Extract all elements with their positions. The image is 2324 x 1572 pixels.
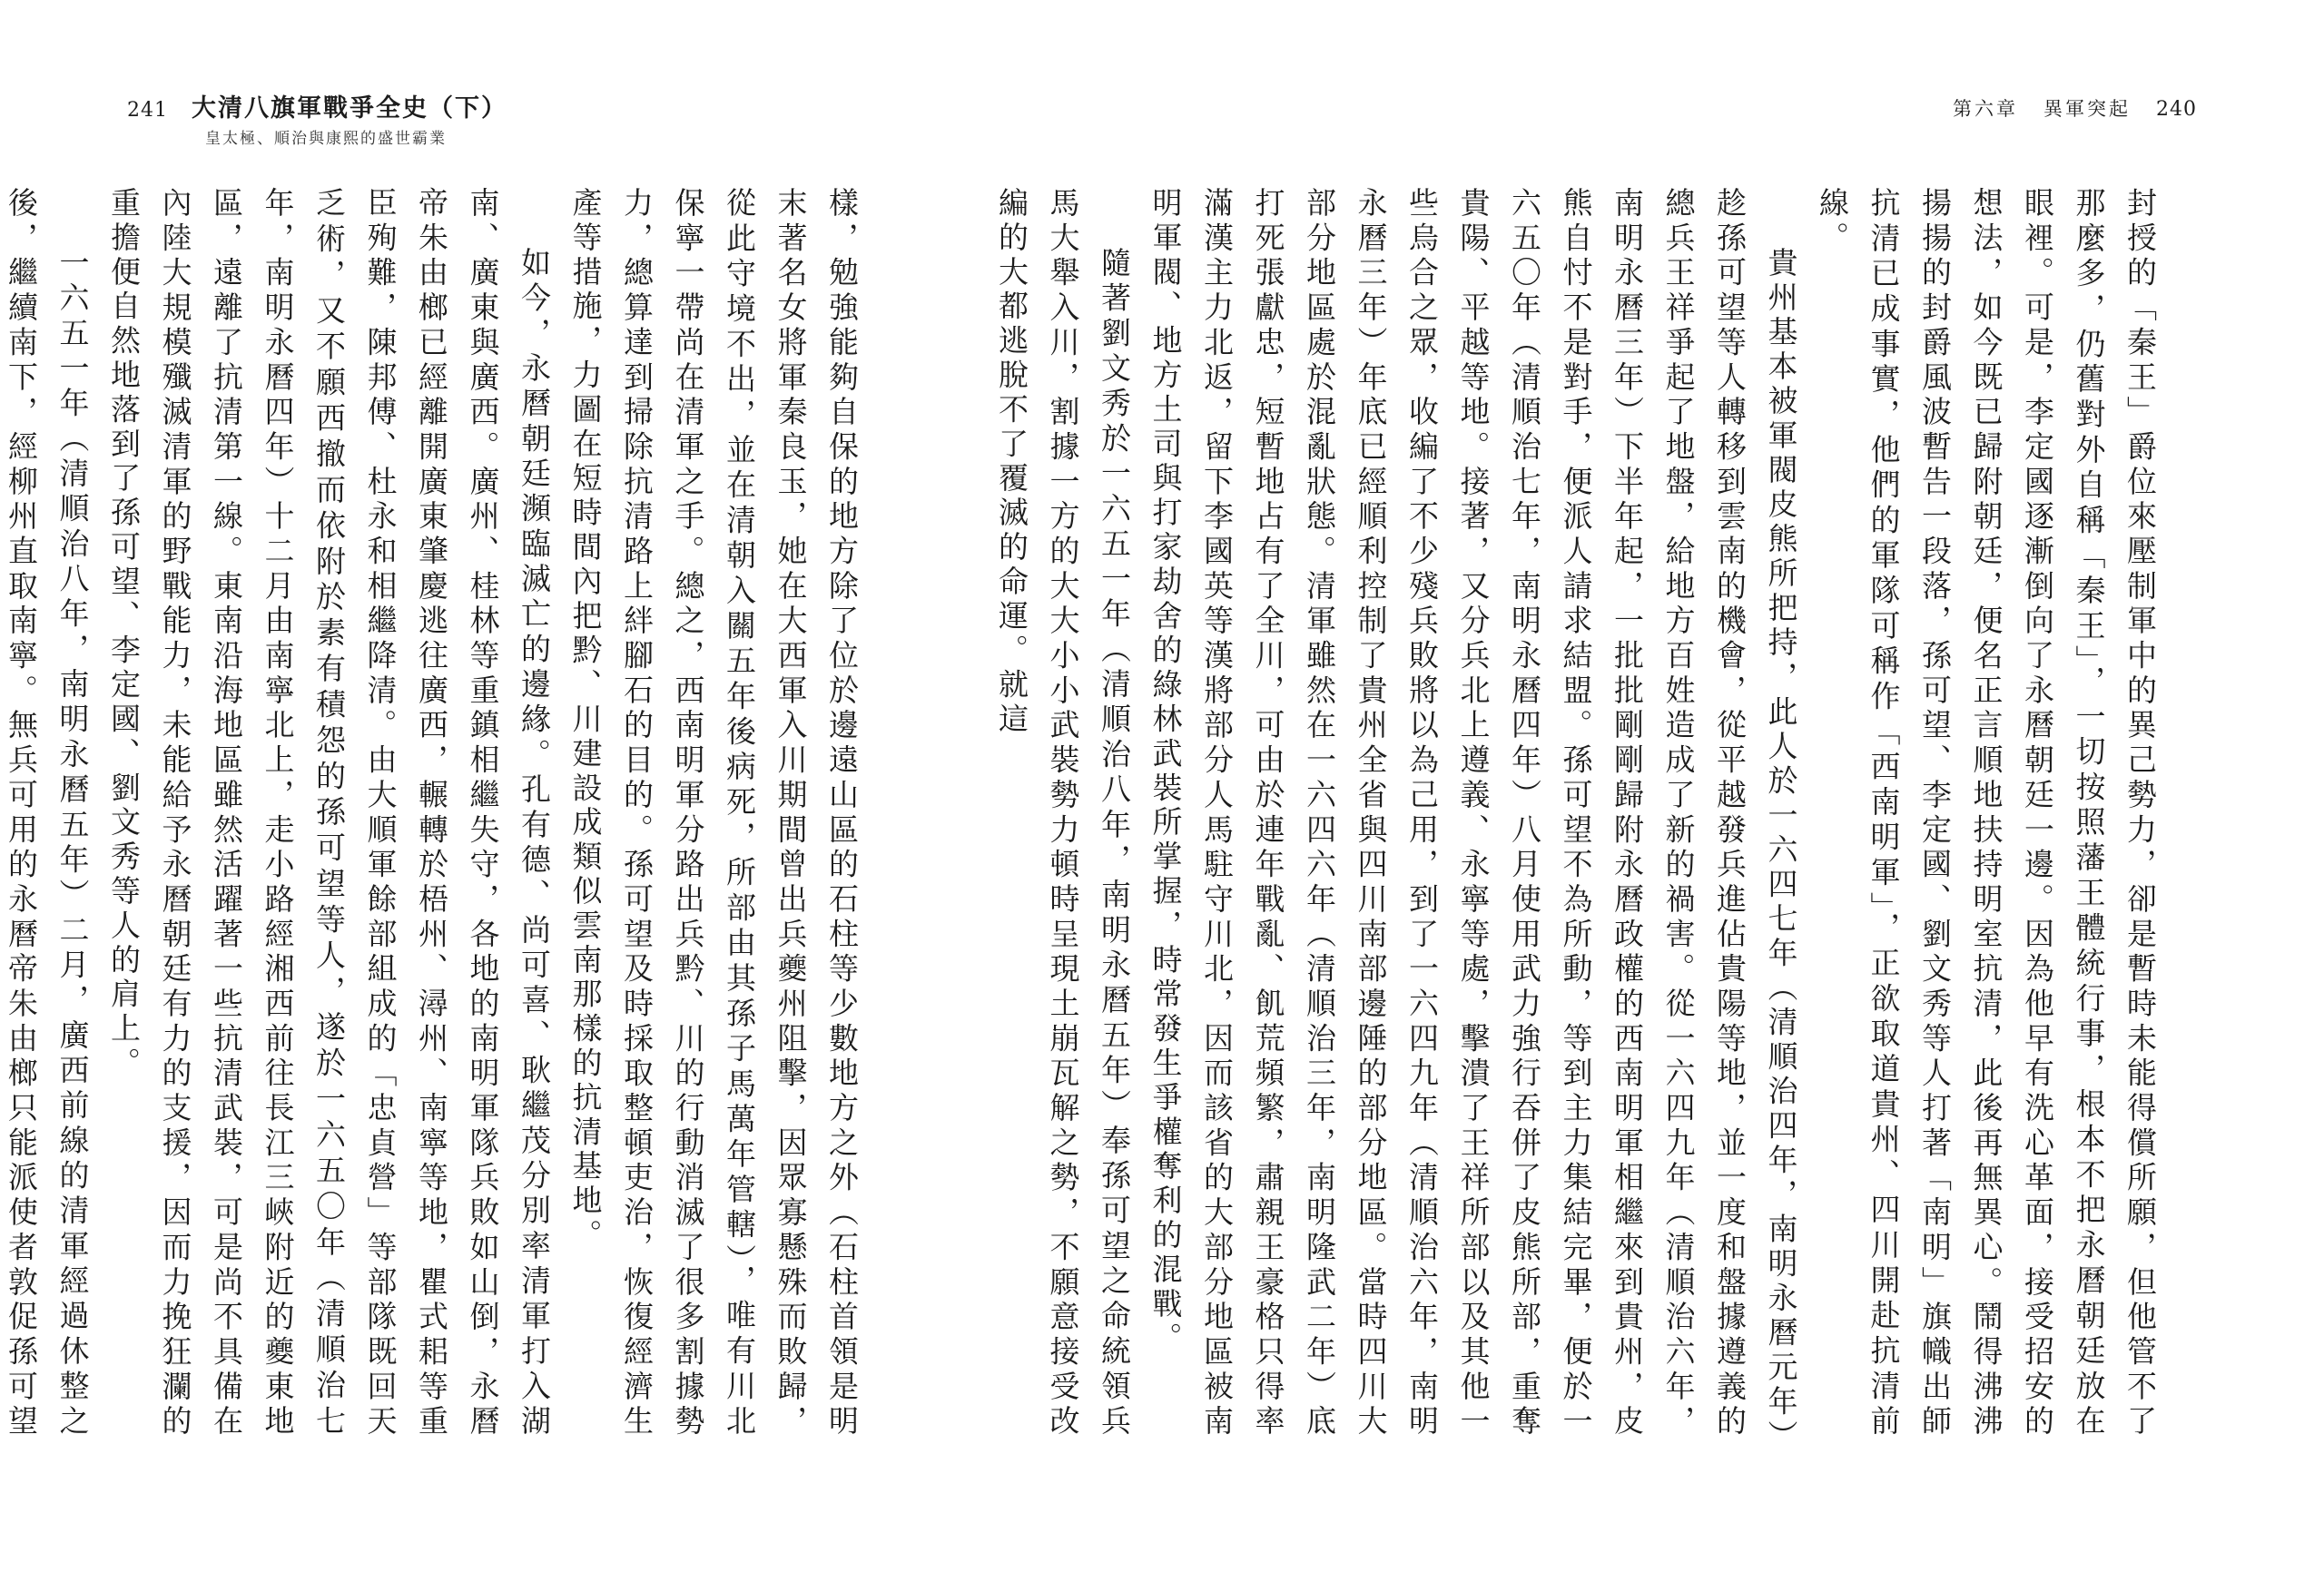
chapter-title: 異軍突起 xyxy=(2043,98,2131,120)
paragraph: 隨著劉文秀於一六五一年（清順治八年，南明永曆五年）奉孫可望之命統領兵馬大舉入川，割據一方的大大小小武裝勢力頓時呈現土崩瓦解之勢，不願意接受改編的大都逃脫不了覆滅的命運。就這 xyxy=(994,187,1132,1439)
right-page-body xyxy=(994,187,2165,1439)
book-title: 大清八旗軍戰爭全史（下） xyxy=(192,94,507,123)
paragraph: 封授的「秦王」爵位來壓制軍中的異己勢力，卻是暫時未能得償所願，但他管不了那麼多，仍舊對外自稱「秦王」，一切按照藩王體統行事，根本不把永曆朝廷放在眼裡。可是，李定國逐漸倒向了永曆朝廷一邊。因為他早有洗心革面，接受招安的想法，如今既已歸附朝廷，便名正言順地扶持明室抗清，此後再無異心。鬧得沸沸揚揚的封爵風波暫告一段落，孫可望、李定國、劉文秀等人打著「南明」旗幟出師抗清已成事實，他們的軍隊可稱作「西南明軍」，正欲取道貴州、四川開赴抗清前線。 xyxy=(1815,187,2158,1439)
page-number-left: 241 xyxy=(127,99,168,122)
chapter-label: 第六章 xyxy=(1953,98,2018,120)
paragraph: 如今，永曆朝廷瀕臨滅亡的邊緣。孔有德、尚可喜、耿繼茂分別率清軍打入湖南、廣東與廣西。廣州、桂林等重鎮相繼失守，各地的南明軍隊兵敗如山倒，永曆帝朱由榔已經離開廣東肇慶逃往廣西，輾轉於梧州、潯州、南寧等地，瞿式耜等重臣殉難，陳邦傅、杜永和相繼降清。由大順軍餘部組成的「忠貞營」等部隊既回天乏術，又不願西撤而依附於素有積怨的孫可望等人，遂於一六五〇年（清順治七年，南明永曆四年）十二月由南寧北上，走小路經湘西前往長江三峽附近的夔東地區，遠離了抗清第一線。東南沿海地區雖然活躍著一些抗清武裝，可是尚不具備在內陸大規模殲滅清軍的野戰能力，未能給予永曆朝廷有力的支援，因而力挽狂瀾的重擔便自然地落到了孫可望、李定國、劉文秀等人的肩上。 xyxy=(106,187,552,1439)
right-page-header xyxy=(1953,93,2197,126)
page-number-right: 240 xyxy=(2156,98,2197,121)
paragraph: 一六五一年（清順治八年，南明永曆五年）二月，廣西前線的清軍經過休整之後，繼續南下，經柳州直取南寧。無兵可用的永曆帝朱由榔只能派使者敦促孫可望 xyxy=(4,187,91,1439)
paragraph: 貴州基本被軍閥皮熊所把持，此人於一六四七年（清順治四年，南明永曆元年）趁孫可望等人轉移到雲南的機會，從平越發兵進佔貴陽等地，並一度和盤據遵義的總兵王祥爭起了地盤，給地方百姓造成了新的禍害。從一六四九年（清順治六年，南明永曆三年）下半年起，一批批剛剛歸附永曆政權的西南明軍相繼來到貴州，皮熊自忖不是對手，便派人請求結盟。孫可望不為所動，等到主力集結完畢，便於一六五〇年（清順治七年，南明永曆四年）八月使用武力強行吞併了皮熊所部，重奪貴陽、平越等地。接著，又分兵北上遵義、永寧等處，擊潰了王祥所部以及其他一些烏合之眾，收編了不少殘兵敗將以為己用，到了一六四九年（清順治六年，南明永曆三年）年底已經順利控制了貴州全省與四川南部邊陲的部分地區。當時四川大部分地區處於混亂狀態。清軍雖然在一六四六年（清順治三年，南明隆武二年）底打死張獻忠，短暫地占有了全川，可由於連年戰亂、飢荒頻繁，肅親王豪格只得率滿漢主力北返，留下李國英等漢將部分人馬駐守川北，因而該省的大部分地區被南明軍閥、地方土司與打家劫舍的綠林武裝所掌握，時常發生爭權奪利的混戰。 xyxy=(1147,187,1799,1439)
paragraph: 樣，勉強能夠自保的地方除了位於邊遠山區的石柱等少數地方之外（石柱首領是明末著名女將軍秦良玉，她在大西軍入川期間曾出兵夔州阻擊，因眾寡懸殊而敗歸，從此守境不出，並在清朝入關五年後病死，所部由其孫子馬萬年管轄），唯有川北保寧一帶尚在清軍之手。總之，西南明軍分路出兵黔、川的行動消滅了很多割據勢力，總算達到掃除抗清路上絆腳石的目的。孫可望及時採取整頓吏治，恢復經濟生產等措施，力圖在短時間內把黔、川建設成類似雲南那樣的抗清基地。 xyxy=(567,187,860,1439)
left-page-header xyxy=(127,93,763,151)
book-subtitle: 皇太極、順治與康熙的盛世霸業 xyxy=(205,130,447,148)
left-page-body xyxy=(4,187,867,1439)
